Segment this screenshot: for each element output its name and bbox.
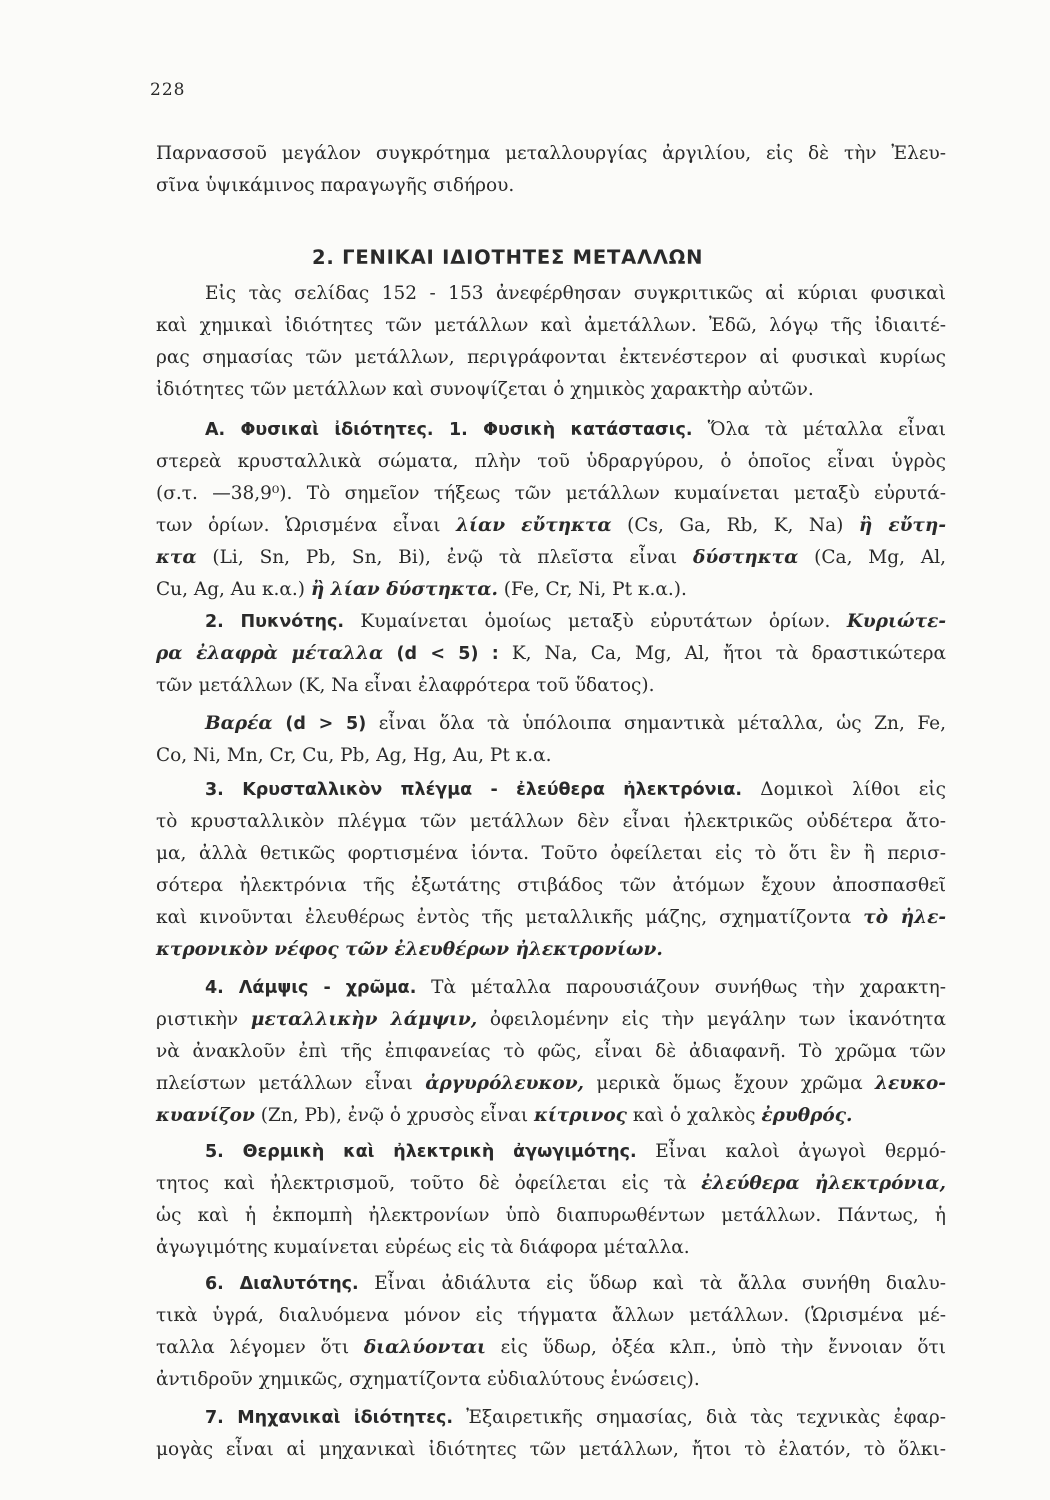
text-line: μογὰς εἶναι αἱ μηχανικαὶ ἰδιότητες τῶν μετάλλων, ἤτοι τὸ ἐλατόν, τὸ ὅλκι- xyxy=(156,1439,946,1460)
section-title: 2. ΓΕΝΙΚΑΙ ΙΔΙΟΤΗΤΕΣ ΜΕΤΑΛΛΩΝ xyxy=(312,246,704,269)
text-line: Co, Ni, Mn, Cr, Cu, Pb, Ag, Hg, Au, Pt κ.α. xyxy=(156,745,552,766)
text-line: ἀγωγιμότης κυμαίνεται εὐρέως εἰς τὰ διάφορα μέταλλα. xyxy=(156,1237,690,1258)
heading-luster: 4. Λάμψις - χρῶμα. xyxy=(205,978,417,998)
text-line: ταλλα λέγομεν ὅτι διαλύονται εἰς ὕδωρ, ὀξέα κλπ., ὑπὸ τὴν ἔννοιαν ὅτι xyxy=(156,1337,947,1358)
text-line: στερεὰ κρυσταλλικὰ σώματα, πλὴν τοῦ ὑδραργύρου, ὁ ὁποῖος εἶναι ὑγρὸς xyxy=(156,451,946,472)
heading-mechanical: 7. Μηχανικαὶ ἰδιότητες. xyxy=(205,1408,454,1428)
text-line: κυανίζον (Zn, Pb), ἐνῷ ὁ χρυσὸς εἶναι κίτρινος καὶ ὁ χαλκὸς ἐρυθρός. xyxy=(156,1105,853,1126)
text-line: των ὁρίων. Ὡρισμένα εἶναι λίαν εὔτηκτα (Cs, Ga, Rb, K, Na) ἢ εὔτη- xyxy=(156,515,947,536)
text-line: 5. Θερμικὴ καὶ ἠλεκτρικὴ ἀγωγιμότης. Εἶναι καλοὶ ἀγωγοὶ θερμό- xyxy=(205,1141,946,1162)
text-line: ρα ἐλαφρὰ μέταλλα (d < 5) : K, Na, Ca, Mg, Al, ἤτοι τὰ δραστικώτερα xyxy=(156,643,947,664)
text-line: τῶν μετάλλων (K, Na εἶναι ἐλαφρότερα τοῦ ὕδατος). xyxy=(156,675,655,696)
heading-solubility: 6. Διαλυτότης. xyxy=(205,1274,359,1294)
text-line: τικὰ ὑγρά, διαλυόμενα μόνον εἰς τήγματα ἄλλων μετάλλων. (Ὡρισμένα μέ- xyxy=(156,1305,946,1326)
heading-conductivity: 5. Θερμικὴ καὶ ἠλεκτρικὴ ἀγωγιμότης. xyxy=(205,1142,637,1162)
text-line: νὰ ἀνακλοῦν ἐπὶ τῆς ἐπιφανείας τὸ φῶς, εἶναι δὲ ἀδιαφανῆ. Τὸ χρῶμα τῶν xyxy=(156,1041,946,1062)
text-line: Cu, Ag, Au κ.α.) ἢ λίαν δύστηκτα. (Fe, Cr, Ni, Pt κ.α.). xyxy=(156,579,687,600)
text-line: 3. Κρυσταλλικὸν πλέγμα - ἐλεύθερα ἠλεκτρόνια. Δομικοὶ λίθοι εἰς xyxy=(205,779,947,800)
text-line: σῖνα ὑψικάμινος παραγωγῆς σιδήρου. xyxy=(156,175,515,196)
text-line: κτα (Li, Sn, Pb, Sn, Bi), ἐνῷ τὰ πλεῖστα εἶναι δύστηκτα (Ca, Mg, Al, xyxy=(156,547,946,568)
text-line: (σ.τ. —38,9⁰). Τὸ σημεῖον τήξεως τῶν μετάλλων κυμαίνεται μεταξὺ εὐρυτά- xyxy=(156,483,946,504)
text-line: ρας σημασίας τῶν μετάλλων, περιγράφονται ἐκτενέστερον αἱ φυσικαὶ κυρίως xyxy=(156,347,946,368)
text-line: μα, ἀλλὰ θετικῶς φορτισμένα ἰόντα. Τοῦτο ὀφείλεται εἰς τὸ ὅτι ἓν ἢ περισ- xyxy=(156,843,946,864)
heading-density: 2. Πυκνότης. xyxy=(205,612,344,632)
text-line: τὸ κρυσταλλικὸν πλέγμα τῶν μετάλλων δὲν εἶναι ἠλεκτρικῶς οὐδέτερα ἄτο- xyxy=(156,811,946,832)
page-number: 228 xyxy=(150,80,186,100)
text-line: πλείστων μετάλλων εἶναι ἀργυρόλευκον, μερικὰ ὅμως ἔχουν χρῶμα λευκο- xyxy=(156,1073,946,1094)
text-line: 7. Μηχανικαὶ ἰδιότητες. Ἐξαιρετικῆς σημασίας, διὰ τὰς τεχνικὰς ἐφαρ- xyxy=(205,1407,946,1428)
heading-crystal: 3. Κρυσταλλικὸν πλέγμα - ἐλεύθερα ἠλεκτρόνια. xyxy=(205,780,743,800)
text-line: 6. Διαλυτότης. Εἶναι ἀδιάλυτα εἰς ὕδωρ καὶ τὰ ἄλλα συνήθη διαλυ- xyxy=(205,1273,946,1294)
heading-physical: Α. Φυσικαὶ ἰδιότητες. 1. Φυσικὴ κατάστασις. xyxy=(205,420,693,440)
text-line: καὶ κινοῦνται ἐλευθέρως ἐντὸς τῆς μεταλλικῆς μάζης, σχηματίζοντα τὸ ἠλε- xyxy=(156,907,946,928)
text-line: 2. Πυκνότης. Κυμαίνεται ὁμοίως μεταξὺ εὐρυτάτων ὁρίων. Κυριώτε- xyxy=(205,611,947,632)
text-line: Βαρέα (d > 5) εἶναι ὅλα τὰ ὑπόλοιπα σημαντικὰ μέταλλα, ὡς Zn, Fe, xyxy=(205,713,947,734)
text-line: κτρονικὸν νέφος τῶν ἐλευθέρων ἠλεκτρονίων. xyxy=(156,939,663,960)
text-line: ριστικὴν μεταλλικὴν λάμψιν, ὀφειλομένην εἰς τὴν μεγάλην των ἱκανότητα xyxy=(156,1009,946,1030)
text-line: ὡς καὶ ἡ ἐκπομπὴ ἠλεκτρονίων ὑπὸ διαπυρωθέντων μετάλλων. Πάντως, ἡ xyxy=(156,1205,946,1226)
text-line: Εἰς τὰς σελίδας 152 - 153 ἀνεφέρθησαν συγκριτικῶς αἱ κύριαι φυσικαὶ xyxy=(205,283,946,304)
text-line: τητος καὶ ἠλεκτρισμοῦ, τοῦτο δὲ ὀφείλεται εἰς τὰ ἐλεύθερα ἠλεκτρόνια, xyxy=(156,1173,946,1194)
text-line: Παρνασσοῦ μεγάλον συγκρότημα μεταλλουργίας ἀργιλίου, εἰς δὲ τὴν Ἐλευ- xyxy=(156,143,946,164)
text-line: σότερα ἠλεκτρόνια τῆς ἐξωτάτης στιβάδος τῶν ἀτόμων ἔχουν ἀποσπασθεῖ xyxy=(156,875,946,896)
text-line: Α. Φυσικαὶ ἰδιότητες. 1. Φυσικὴ κατάστασις. Ὅλα τὰ μέταλλα εἶναι xyxy=(205,419,946,440)
text-line: καὶ χημικαὶ ἰδιότητες τῶν μετάλλων καὶ ἀμετάλλων. Ἐδῶ, λόγῳ τῆς ἰδιαιτέ- xyxy=(156,315,946,336)
text-line: ἰδιότητες τῶν μετάλλων καὶ συνοψίζεται ὁ χημικὸς χαρακτὴρ αὐτῶν. xyxy=(156,379,814,400)
text-line: 4. Λάμψις - χρῶμα. Τὰ μέταλλα παρουσιάζουν συνήθως τὴν χαρακτη- xyxy=(205,977,946,998)
text-line: ἀντιδροῦν χημικῶς, σχηματίζοντα εὐδιαλύτους ἑνώσεις). xyxy=(156,1369,700,1390)
